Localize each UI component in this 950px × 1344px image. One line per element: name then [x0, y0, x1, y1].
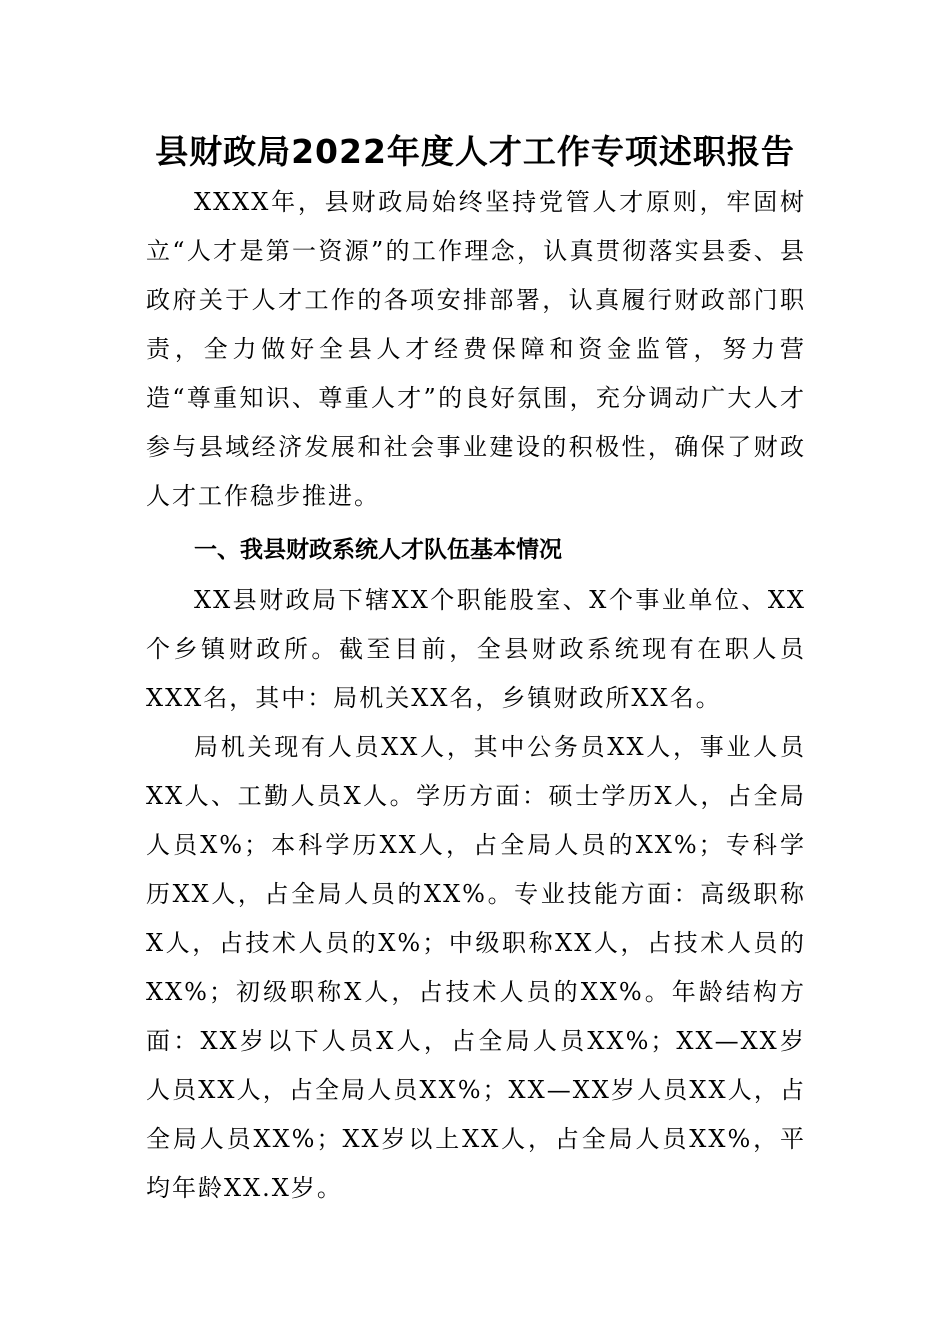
- document-title: 县财政局2022年度人才工作专项述职报告: [155, 132, 795, 171]
- section-1-paragraph-2: 局机关现有人员XX人，其中公务员XX人，事业人员XX人、工勤人员X人。学历方面：硕士学历X人，占全局人员X%；本科学历XX人，占全局人员的XX%；专科学历XX人，占全局人员的XX%。专业技能方面：高级职称X人，占技术人员的X%；中级职称XX人，占技术人员的XX%；初级职称X人，占技术人员的XX%。年龄结构方面：XX岁以下人员X人，占全局人员XX%；XX—XX岁人员XX人，占全局人员XX%；XX—XX岁人员XX人，占全局人员XX%；XX岁以上XX人，占全局人员XX%，平均年龄XX.X岁。: [146, 733, 806, 1202]
- intro-paragraph: XXXX年，县财政局始终坚持党管人才原则，牢固树立“人才是第一资源”的工作理念，认真贯彻落实县委、县政府关于人才工作的各项安排部署，认真履行财政部门职责，全力做好全县人才经费保障和资金监管，努力营造“尊重知识、尊重人才”的良好氛围，充分调动广大人才参与县域经济发展和社会事业建设的积极性，确保了财政人才工作稳步推进。: [146, 188, 806, 510]
- section-1-paragraph-1: XX县财政局下辖XX个职能股室、X个事业单位、XX个乡镇财政所。截至目前，全县财政系统现有在职人员XXX名，其中：局机关XX名，乡镇财政所XX名。: [146, 586, 806, 712]
- section-heading-1: 一、我县财政系统人才队伍基本情况: [194, 537, 562, 563]
